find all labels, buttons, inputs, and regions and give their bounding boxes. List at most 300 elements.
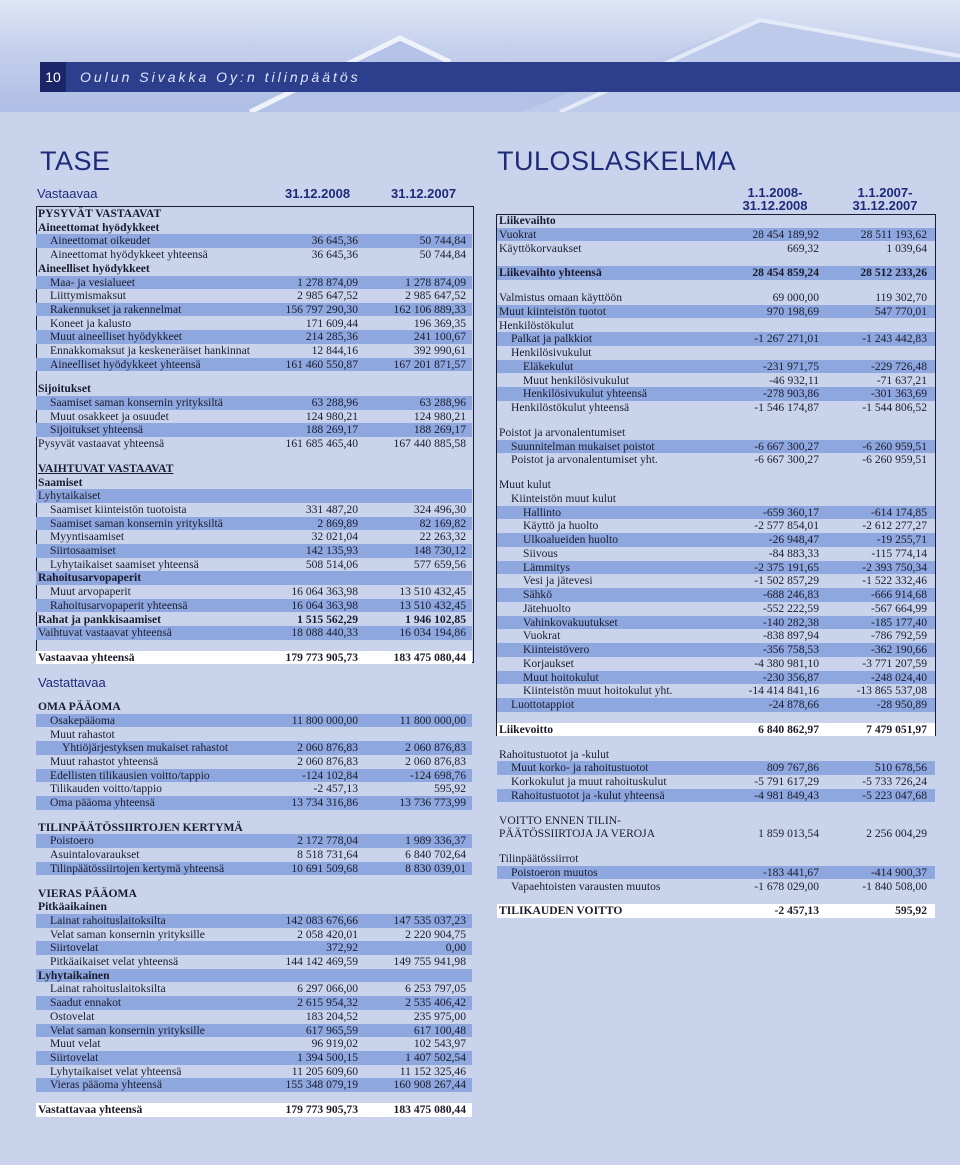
value-previous-year: 13 736 773,99 (399, 796, 466, 810)
value-previous-year: 324 496,30 (413, 502, 466, 516)
row-label: Asuintalovaraukset (50, 848, 140, 862)
value-previous-year: -229 726,48 (870, 359, 927, 373)
value-current-year: 1 394 500,15 (297, 1050, 358, 1064)
value-previous-year: -614 174,85 (870, 505, 927, 519)
row-label: Luottotappiot (511, 698, 575, 711)
value-current-year: -2 577 854,01 (754, 519, 819, 533)
table-row (36, 423, 472, 437)
table-row (36, 489, 472, 503)
table-row (36, 517, 472, 531)
row-label: Lyhytaikaiset velat yhteensä (50, 1064, 182, 1078)
value-current-year: 214 285,36 (305, 330, 358, 344)
value-previous-year: 11 152 325,46 (399, 1064, 466, 1078)
row-label: Poistoeron muutos (511, 865, 598, 879)
value-current-year: -26 948,47 (768, 533, 819, 546)
row-label: Aineettomat hyödykkeet (38, 220, 160, 234)
row-label: Pysyvät vastaavat yhteensä (38, 437, 165, 451)
value-current-year: 8 518 731,64 (297, 848, 358, 862)
row-label: Rahat ja pankkisaamiset (38, 612, 162, 626)
value-current-year: -4 380 981,10 (754, 656, 819, 670)
row-label: Rahoitusarvopaperit (38, 571, 142, 585)
column-2007: 31.12.2007 (391, 186, 457, 201)
table-row (36, 714, 472, 728)
total-row (497, 904, 935, 918)
table-row (36, 503, 472, 517)
value-current-year: -1 267 271,01 (754, 332, 819, 346)
table-row (36, 1051, 472, 1065)
table-row (497, 814, 935, 828)
table-row (36, 303, 472, 317)
row-label: VAIHTUVAT VASTAAVAT (38, 461, 174, 475)
column-2008: 31.12.2008 (285, 186, 351, 201)
value-previous-year: 50 744,84 (419, 248, 466, 262)
section-heading-row (36, 571, 472, 585)
value-current-year: 142 083 676,66 (285, 913, 358, 927)
value-previous-year: 510 678,56 (874, 761, 927, 775)
table-row (497, 332, 935, 346)
value-current-year: 155 348 079,19 (285, 1078, 358, 1092)
row-label: Poistot ja arvonalentumiset yht. (511, 453, 658, 467)
value-current-year: 171 609,44 (305, 316, 358, 330)
table-row (36, 330, 472, 344)
value-current-year: -1 546 174,87 (754, 401, 819, 414)
section-heading-row (36, 476, 472, 490)
row-label: Muut rahastot (50, 727, 115, 741)
total-row (497, 723, 935, 737)
value-current-year: 69 000,00 (772, 291, 819, 304)
value-current-year: -1 678 029,00 (754, 879, 819, 893)
value-previous-year: 167 440 885,58 (393, 437, 466, 451)
table-row (36, 317, 472, 331)
table-row (497, 401, 935, 415)
row-label: PÄÄTÖSSIIRTOJA JA VEROJA (499, 827, 656, 841)
row-label: Pitkäaikaiset velat yhteensä (50, 955, 179, 969)
income-column-2007: 1.1.2007- 31.12.2007 (852, 185, 918, 213)
table-row (36, 755, 472, 769)
row-label: Rahoitustuotot ja -kulut yhteensä (511, 788, 665, 802)
value-previous-year: 392 990,61 (413, 344, 466, 357)
table-row (497, 616, 935, 630)
table-row (497, 775, 935, 789)
table-row (497, 684, 935, 698)
row-label: Aineelliset hyödykkeet yhteensä (50, 357, 201, 371)
value-previous-year: -185 177,40 (870, 615, 927, 629)
row-label: Aineettomat oikeudet (50, 234, 151, 248)
value-previous-year: -5 223 047,68 (862, 788, 927, 802)
value-current-year: -278 903,86 (762, 387, 819, 401)
value-previous-year: -2 612 277,27 (862, 519, 927, 533)
table-row (36, 782, 472, 796)
section-heading-row (36, 221, 472, 235)
table-row (497, 671, 935, 685)
value-current-year: 1 515 562,29 (297, 612, 358, 626)
value-previous-year: -301 363,69 (870, 387, 927, 401)
value-previous-year: 13 510 432,45 (399, 585, 466, 599)
row-label: Ennakkomaksut ja keskeneräiset hankinnat (50, 344, 250, 357)
value-previous-year: 8 830 039,01 (405, 861, 466, 875)
value-previous-year: 148 730,12 (413, 544, 466, 558)
row-label: Lyhytaikaiset (38, 489, 101, 503)
value-previous-year: 2 535 406,42 (405, 996, 466, 1010)
row-label: Maa- ja vesialueet (50, 275, 135, 289)
value-previous-year: 1 989 336,37 (405, 834, 466, 848)
value-current-year: -2 457,13 (313, 782, 358, 796)
table-row (497, 748, 935, 762)
page-title-bar (40, 62, 960, 92)
row-label: Osakepääoma (50, 713, 116, 727)
value-current-year: 2 060 876,83 (297, 755, 358, 768)
value-previous-year: 188 269,17 (413, 423, 466, 437)
table-row (497, 305, 935, 319)
value-previous-year: 119 302,70 (875, 291, 927, 304)
value-current-year: 144 142 469,59 (285, 955, 358, 969)
row-label: Rahoitusarvopaperit yhteensä (50, 598, 188, 612)
row-label: Muut kiinteistön tuotot (499, 304, 606, 318)
value-current-year: 6 840 862,97 (758, 722, 819, 736)
value-current-year: -688 246,83 (762, 588, 819, 601)
value-previous-year: 160 908 267,44 (393, 1078, 466, 1092)
balance-column-header (37, 186, 471, 202)
section-heading-row (36, 382, 472, 396)
row-label: Liikevaihto (499, 214, 556, 227)
row-label: Lyhytaikainen (38, 968, 110, 982)
table-row (36, 530, 472, 544)
row-label: Vaihtuvat vastaavat yhteensä (38, 626, 172, 640)
table-row (36, 585, 472, 599)
assets-label: Vastaavaa (37, 186, 98, 201)
row-label: Koneet ja kalusto (50, 316, 132, 330)
table-row (497, 387, 935, 401)
row-label: TILINPÄÄTÖSSIIRTOJEN KERTYMÄ (38, 820, 243, 834)
table-row (497, 588, 935, 602)
row-label: PYSYVÄT VASTAAVAT (38, 207, 162, 220)
row-label: Lyhytaikaiset saamiset yhteensä (50, 557, 199, 571)
value-previous-year: -115 774,14 (871, 546, 927, 560)
row-label: Sijoitukset yhteensä (50, 423, 144, 437)
table-row (36, 862, 472, 876)
table-row (497, 533, 935, 547)
table-row (497, 242, 935, 256)
table-row (36, 728, 472, 742)
value-current-year: 1 859 013,54 (758, 827, 819, 841)
value-current-year: 2 869,89 (317, 516, 358, 530)
value-current-year: 96 919,02 (311, 1037, 358, 1051)
value-previous-year: 11 800 000,00 (399, 713, 466, 727)
row-label: Muut henkilösivukulut (523, 373, 629, 387)
table-row (497, 547, 935, 561)
row-label: Sijoitukset (38, 382, 91, 396)
table-row (36, 396, 472, 410)
row-label: Tilikauden voitto/tappio (50, 782, 162, 796)
row-label: Muut velat (50, 1037, 101, 1051)
value-previous-year: 577 659,56 (413, 557, 466, 571)
value-current-year: 2 985 647,52 (297, 289, 358, 303)
value-current-year: -2 457,13 (774, 904, 819, 918)
value-current-year: 179 773 905,73 (285, 650, 358, 664)
table-row (497, 492, 935, 506)
table-row (497, 852, 935, 866)
row-label: Lämmitys (523, 560, 571, 574)
value-current-year: -230 356,87 (762, 670, 819, 684)
report-title: Oulun Sivakka Oy:n tilinpäätös (80, 69, 361, 85)
value-previous-year: 547 770,01 (874, 304, 927, 318)
value-previous-year: 162 106 889,33 (393, 302, 466, 316)
row-label: Saamiset kiinteistön tuotoista (50, 502, 187, 516)
section-heading-row (497, 214, 935, 228)
value-current-year: 16 064 363,98 (291, 585, 358, 599)
value-current-year: 28 454 859,24 (752, 266, 819, 280)
row-label: Kiinteistön muut hoitokulut yht. (523, 684, 673, 698)
row-label: Aineettomat hyödykkeet yhteensä (50, 248, 208, 262)
table-row (36, 996, 472, 1010)
value-previous-year: -786 792,59 (870, 629, 927, 643)
table-row (497, 374, 935, 388)
value-current-year: 970 198,69 (766, 304, 819, 318)
value-previous-year: -6 260 959,51 (862, 453, 927, 467)
value-current-year: 372,92 (326, 941, 358, 955)
table-row (497, 574, 935, 588)
section-heading-row (36, 900, 472, 914)
value-previous-year: -6 260 959,51 (862, 439, 927, 453)
table-row (36, 248, 472, 262)
value-previous-year: 6 253 797,05 (405, 982, 466, 996)
value-current-year: 32 021,04 (311, 530, 358, 544)
value-current-year: -6 667 300,27 (754, 439, 819, 453)
table-row (36, 834, 472, 848)
row-label: Palkat ja palkkiot (511, 332, 593, 346)
table-row (497, 478, 935, 492)
table-row (36, 741, 472, 755)
table-row (36, 410, 472, 424)
section-heading-row (36, 821, 472, 835)
row-label: Kiinteistön muut kulut (511, 491, 616, 505)
row-label: Saadut ennakot (50, 996, 122, 1010)
row-label: Muut aineelliset hyödykkeet (50, 330, 183, 344)
value-previous-year: 235 975,00 (413, 1009, 466, 1023)
table-row (36, 276, 472, 290)
table-row (36, 234, 472, 248)
row-label: Lainat rahoituslaitoksilta (50, 913, 166, 927)
value-current-year: -183 441,67 (762, 865, 819, 879)
row-label: Tilinpäätössiirrot (499, 852, 579, 865)
row-label: Eläkekulut (523, 359, 574, 373)
row-label: Muut hoitokulut (523, 670, 599, 684)
table-row (497, 346, 935, 360)
value-previous-year: -5 733 726,24 (862, 775, 927, 788)
row-label: Rakennukset ja rakennelmat (50, 302, 182, 316)
row-label: Pitkäaikainen (38, 900, 107, 914)
value-previous-year: 1 407 502,54 (405, 1050, 466, 1064)
table-row (497, 698, 935, 712)
value-previous-year: 196 369,35 (413, 316, 466, 330)
section-heading-row (36, 613, 472, 627)
value-previous-year: 2 060 876,83 (405, 755, 466, 768)
value-previous-year: 617 100,48 (413, 1023, 466, 1037)
table-row (497, 827, 935, 841)
row-label: Saamiset saman konsernin yrityksiltä (50, 396, 223, 410)
row-label: Suunnitelman mukaiset poistot (511, 439, 655, 453)
value-current-year: -14 414 841,16 (748, 684, 819, 698)
row-label: Henkilösivukulut (511, 346, 592, 359)
row-label: Muut arvopaperit (50, 585, 131, 599)
table-row (36, 914, 472, 928)
value-current-year: 12 844,16 (311, 344, 358, 357)
value-current-year: 161 460 550,87 (285, 357, 358, 371)
table-row (36, 1078, 472, 1092)
value-previous-year: -28 950,89 (876, 698, 927, 711)
row-label: Siirtovelat (50, 1050, 99, 1064)
row-label: Sähkö (523, 588, 552, 601)
value-previous-year: -13 865 537,08 (856, 684, 927, 698)
value-current-year: 183 204,52 (305, 1009, 358, 1023)
value-previous-year: 595,92 (895, 904, 927, 918)
row-label: Valmistus omaan käyttöön (499, 291, 623, 304)
section-heading-row (36, 262, 472, 276)
table-row (36, 676, 472, 690)
row-label: Liikevaihto yhteensä (499, 266, 602, 280)
value-previous-year: -1 522 332,46 (862, 574, 927, 588)
value-current-year: -24 878,66 (768, 698, 819, 711)
row-label: Ulkoalueiden huolto (523, 533, 618, 546)
value-previous-year: 595,92 (434, 782, 466, 796)
value-current-year: -1 502 857,29 (754, 574, 819, 588)
value-current-year: -6 667 300,27 (754, 453, 819, 467)
value-previous-year: 183 475 080,44 (393, 650, 466, 664)
table-row (497, 506, 935, 520)
roofline-graphic (0, 0, 960, 112)
value-current-year: -124 102,84 (301, 768, 358, 782)
value-previous-year: 28 511 193,62 (860, 227, 927, 241)
value-current-year: 18 088 440,33 (291, 626, 358, 640)
value-previous-year: 22 263,32 (419, 530, 466, 544)
value-previous-year: 7 479 051,97 (866, 722, 927, 736)
table-row (36, 769, 472, 783)
value-previous-year: -567 664,99 (870, 601, 927, 615)
table-row (497, 880, 935, 894)
value-previous-year: 241 100,67 (413, 330, 466, 344)
row-label: Yhtiöjärjestyksen mukaiset rahastot (62, 741, 229, 755)
total-row (36, 1103, 472, 1117)
row-label: Edellisten tilikausien voitto/tappio (50, 768, 210, 782)
row-label: Hallinto (523, 505, 561, 519)
row-label: Saamiset saman konsernin yrityksiltä (50, 516, 223, 530)
row-label: Velat saman konsernin yrityksille (50, 1023, 205, 1037)
row-label: Muut rahastot yhteensä (50, 755, 159, 768)
row-label: Muut kulut (499, 478, 551, 491)
value-current-year: 16 064 363,98 (291, 598, 358, 612)
table-row (497, 228, 935, 242)
value-current-year: 2 172 778,04 (297, 834, 358, 848)
income-title: TULOSLASKELMA (497, 146, 737, 176)
value-current-year: 2 058 420,01 (297, 927, 358, 941)
table-row (36, 1024, 472, 1038)
value-current-year: 36 645,36 (311, 248, 358, 262)
value-current-year: -84 883,33 (768, 546, 819, 560)
section-heading-row (36, 700, 472, 714)
value-previous-year: -414 900,37 (870, 865, 927, 879)
table-row (36, 1010, 472, 1024)
value-previous-year: -71 637,21 (876, 373, 927, 387)
row-label: Liittymismaksut (50, 289, 127, 303)
value-previous-year: -1 544 806,52 (862, 401, 927, 414)
table-row (36, 955, 472, 969)
value-previous-year: -3 771 207,59 (862, 656, 927, 670)
value-previous-year: 28 512 233,26 (860, 266, 927, 280)
balance-sheet-table (36, 207, 472, 1159)
value-previous-year: -362 190,66 (870, 643, 927, 656)
row-label: Henkilöstökulut yhteensä (511, 401, 630, 414)
value-current-year: 331 487,20 (305, 502, 358, 516)
row-label: Velat saman konsernin yrityksille (50, 927, 205, 941)
row-label: Siirtovelat (50, 941, 99, 955)
value-current-year: 1 278 874,09 (297, 275, 358, 289)
table-row (36, 544, 472, 558)
section-heading-row (497, 266, 935, 280)
row-label: VOITTO ENNEN TILIN- (499, 813, 621, 827)
table-row (36, 344, 472, 358)
value-current-year: -2 375 191,65 (754, 560, 819, 574)
row-label: Siivous (523, 546, 558, 560)
table-row (36, 289, 472, 303)
total-row (36, 651, 472, 665)
row-label: Poistot ja arvonalentumiset (499, 425, 626, 439)
value-previous-year: 147 535 037,23 (393, 913, 466, 927)
income-column-2008: 1.1.2008- 31.12.2008 (742, 185, 808, 213)
row-label: Käyttö ja huolto (523, 519, 599, 533)
value-current-year: 124 980,21 (305, 409, 358, 423)
table-row (497, 761, 935, 775)
table-row (497, 561, 935, 575)
row-label: Vapaehtoisten varausten muutos (511, 879, 661, 893)
value-previous-year: 102 543,97 (413, 1037, 466, 1051)
value-current-year: 36 645,36 (311, 234, 358, 248)
section-heading-row (36, 887, 472, 901)
table-row (36, 358, 472, 372)
row-label: Liikevoitto (499, 722, 554, 736)
table-row (497, 360, 935, 374)
value-previous-year: -2 393 750,34 (862, 560, 927, 574)
value-previous-year: 167 201 871,57 (393, 357, 466, 371)
table-row (497, 519, 935, 533)
table-row (36, 796, 472, 810)
table-row (36, 1037, 472, 1051)
value-current-year: 28 454 189,92 (752, 227, 819, 241)
value-previous-year: 2 985 647,52 (405, 289, 466, 303)
row-label: Siirtosaamiset (50, 544, 116, 558)
table-row (36, 437, 472, 451)
row-label: Myyntisaamiset (50, 530, 125, 544)
value-previous-year: -248 024,40 (870, 670, 927, 684)
table-row (497, 643, 935, 657)
section-heading-row (36, 207, 472, 221)
row-label: Oma pääoma yhteensä (50, 796, 155, 810)
value-current-year: 669,32 (787, 241, 819, 255)
row-label: Saamiset (38, 475, 83, 489)
row-label: OMA PÄÄOMA (38, 700, 121, 714)
value-current-year: -231 971,75 (762, 359, 819, 373)
row-label: Muut osakkeet ja osuudet (50, 409, 169, 423)
value-previous-year: 183 475 080,44 (393, 1102, 466, 1116)
value-current-year: -46 932,11 (769, 373, 819, 387)
balance-title: TASE (40, 146, 111, 176)
row-label: Vastaavaa yhteensä (38, 650, 135, 664)
value-current-year: -659 360,17 (762, 505, 819, 519)
value-current-year: 6 297 066,00 (297, 982, 358, 996)
table-row (497, 319, 935, 333)
value-current-year: -356 758,53 (762, 643, 819, 656)
value-previous-year: 13 510 432,45 (399, 598, 466, 612)
value-previous-year: -19 255,71 (876, 533, 927, 546)
